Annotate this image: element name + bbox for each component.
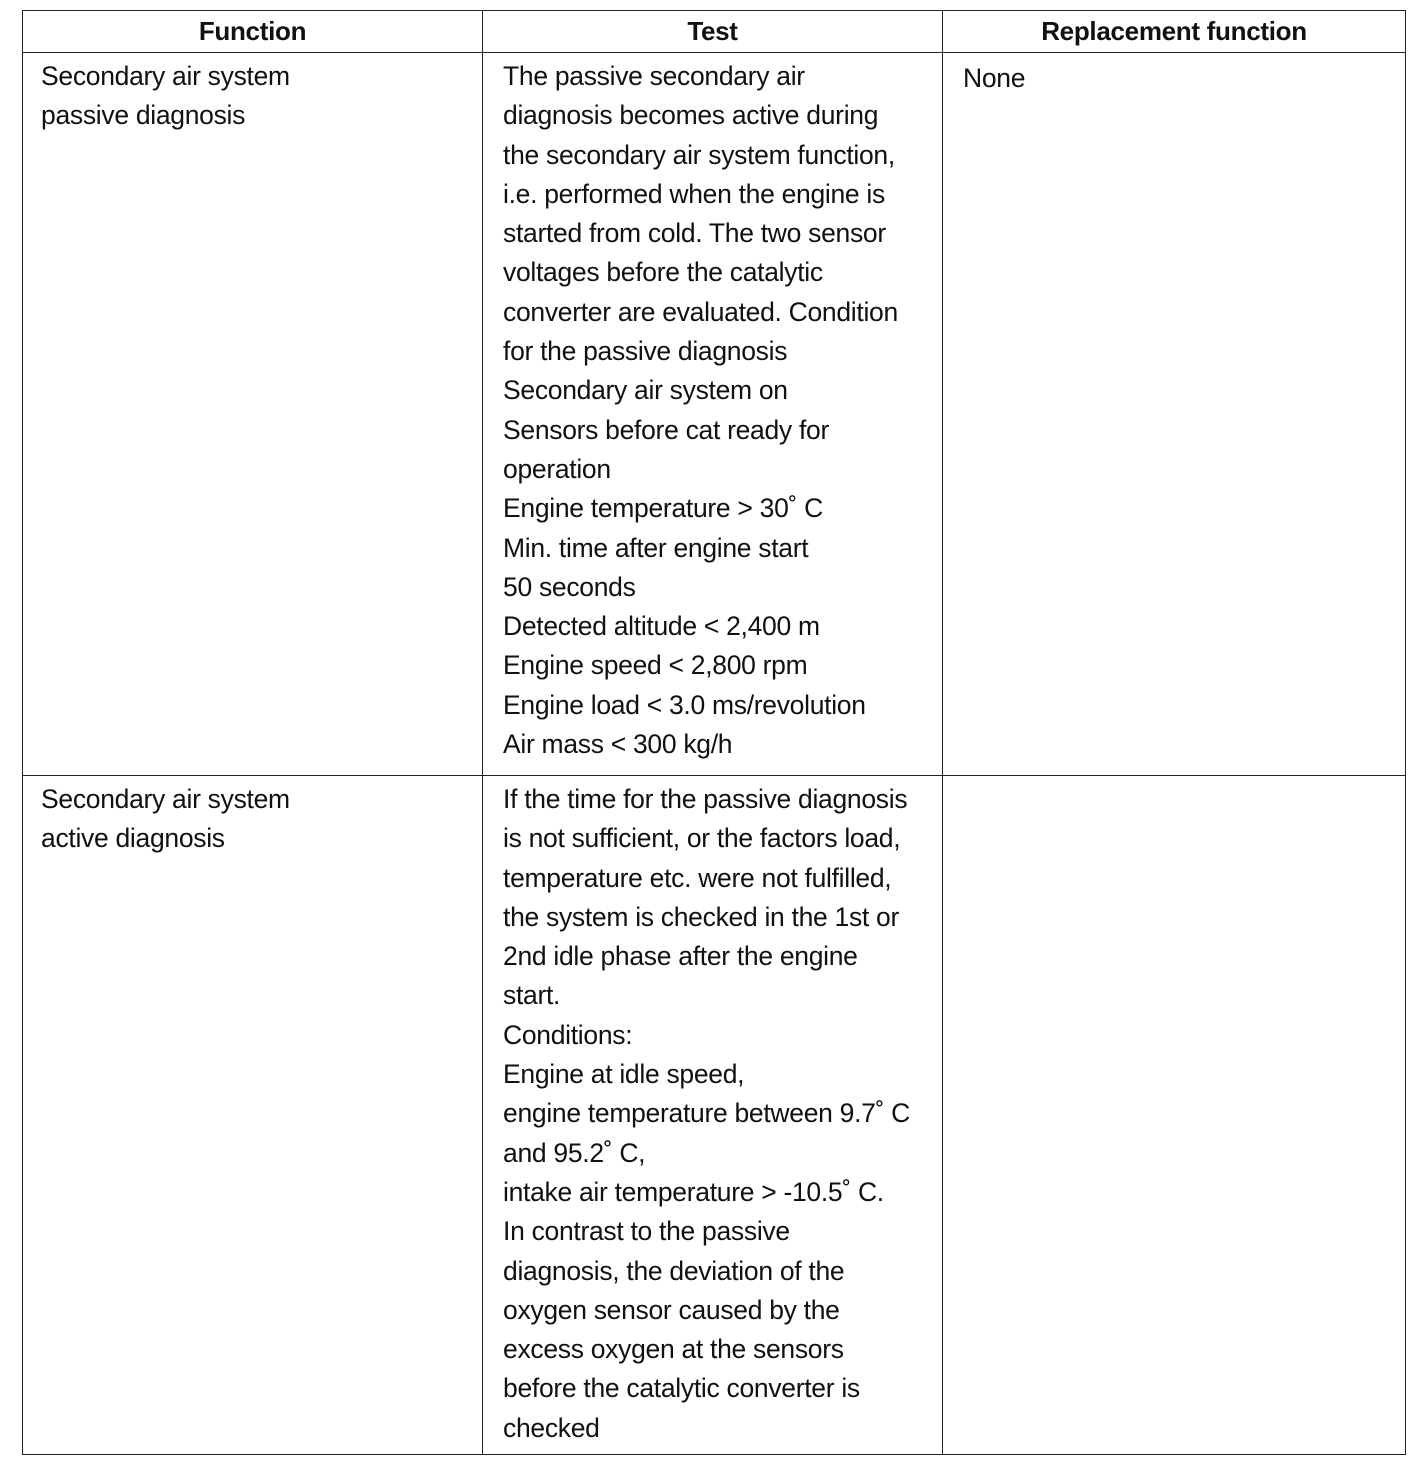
test-text: 2nd idle phase after the engine xyxy=(503,941,858,972)
replacement-cell xyxy=(943,776,1406,1455)
function-text: passive diagnosis xyxy=(41,100,246,131)
test-text: In contrast to the passive xyxy=(503,1216,790,1247)
test-text: Conditions: xyxy=(503,1019,633,1050)
test-cell xyxy=(483,53,943,776)
test-text: Sensors before cat ready for xyxy=(503,414,829,445)
test-text: started from cold. The two sensor xyxy=(503,218,886,249)
function-text: Secondary air system xyxy=(41,61,290,91)
replacement-cell xyxy=(943,53,1406,776)
test-text: for the passive diagnosis xyxy=(503,336,788,367)
test-text: operation xyxy=(503,453,611,484)
test-text: Engine load < 3.0 ms/revolution xyxy=(503,689,866,720)
function-cell xyxy=(23,53,483,776)
test-text: Engine at idle speed, xyxy=(503,1059,745,1090)
test-text: oxygen sensor caused by the xyxy=(503,1294,840,1325)
diagnosis-table xyxy=(22,10,1406,1455)
test-text: diagnosis becomes active during xyxy=(503,100,879,131)
test-text: If the time for the passive diagnosis xyxy=(503,784,908,814)
table-row xyxy=(23,776,1406,1455)
header-test: Test xyxy=(483,11,943,53)
test-text: temperature etc. were not fulfilled, xyxy=(503,862,892,893)
test-text: voltages before the catalytic xyxy=(503,257,823,288)
test-text: the system is checked in the 1st or xyxy=(503,901,900,932)
test-text: i.e. performed when the engine is xyxy=(503,178,885,209)
test-cell xyxy=(483,776,943,1455)
test-text: the secondary air system function, xyxy=(503,139,895,170)
test-text: Air mass < 300 kg/h xyxy=(503,729,733,760)
function-text: active diagnosis xyxy=(41,823,225,854)
test-text: Detected altitude < 2,400 m xyxy=(503,611,820,642)
test-text: engine temperature between 9.7˚ C xyxy=(503,1098,910,1129)
test-text: Engine temperature > 30˚ C xyxy=(503,493,823,524)
function-cell xyxy=(23,776,483,1455)
replacement-text: None xyxy=(963,63,1026,93)
function-text: Secondary air system xyxy=(41,784,290,814)
test-text: converter are evaluated. Condition xyxy=(503,296,898,327)
test-text: Min. time after engine start xyxy=(503,532,809,563)
test-text: before the catalytic converter is xyxy=(503,1373,860,1404)
test-text: start. xyxy=(503,980,561,1011)
table-row xyxy=(23,53,1406,776)
test-text: checked xyxy=(503,1412,600,1443)
test-text: and 95.2˚ C, xyxy=(503,1137,646,1168)
test-text: 50 seconds xyxy=(503,571,636,602)
test-text: intake air temperature > -10.5˚ C. xyxy=(503,1176,884,1207)
header-function: Function xyxy=(23,11,483,53)
test-text: Engine speed < 2,800 rpm xyxy=(503,650,808,681)
table-body xyxy=(23,53,1406,1455)
test-text: is not sufficient, or the factors load, xyxy=(503,823,901,854)
header-replacement-function: Replacement function xyxy=(943,11,1406,53)
test-text: Secondary air system on xyxy=(503,375,788,406)
test-text: The passive secondary air xyxy=(503,61,805,91)
test-text: diagnosis, the deviation of the xyxy=(503,1255,845,1286)
header-row xyxy=(23,11,1406,53)
test-text: excess oxygen at the sensors xyxy=(503,1334,844,1365)
table-header xyxy=(23,11,1406,53)
